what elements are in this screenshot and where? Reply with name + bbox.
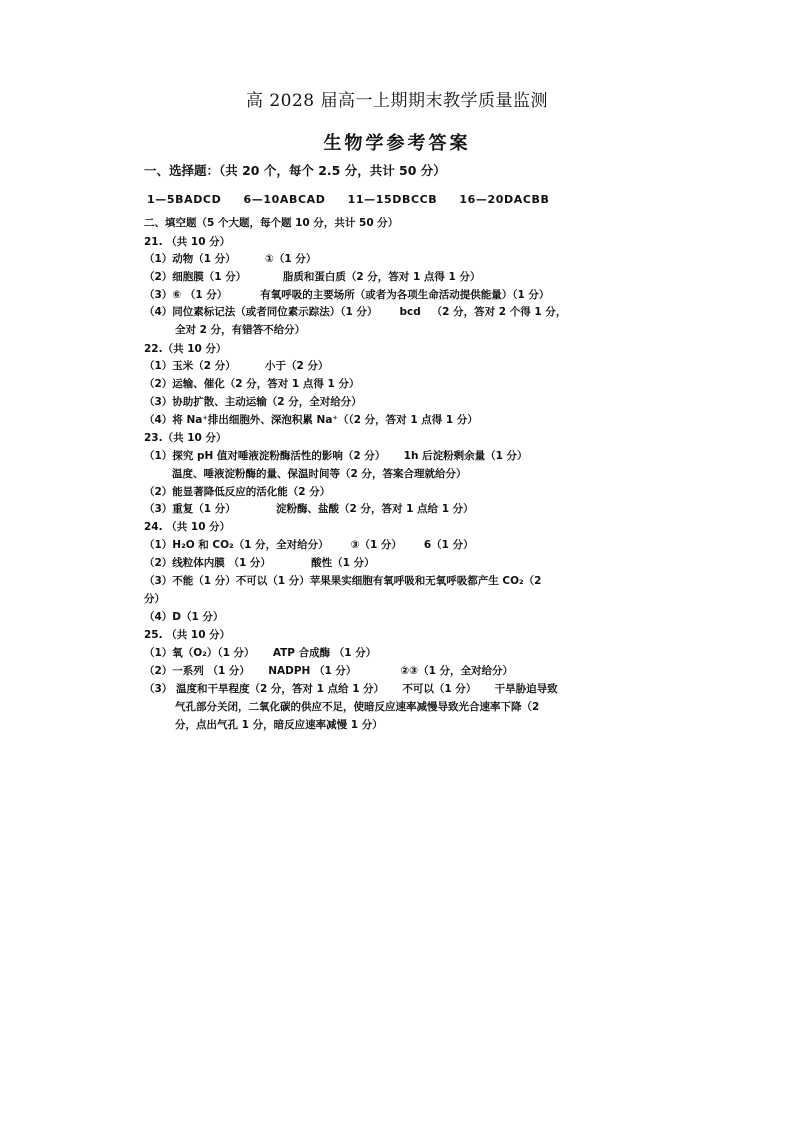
- q22-line-3: （3）协助扩散、主动运输（2 分，全对给分）: [144, 396, 362, 408]
- q23-title: 23.（共 10 分）: [144, 432, 227, 444]
- q24-line-4: 分）: [144, 593, 165, 605]
- q21-line-5: 全对 2 分，有错答不给分）: [175, 324, 306, 336]
- q21-title: 21. （共 10 分）: [144, 236, 231, 248]
- q21-line-1: （1）动物（1 分） ①（1 分）: [144, 253, 317, 265]
- q21-line-4: （4）同位素标记法（或者同位素示踪法）（1 分） bcd （2 分，答对 2 个得 1 分，: [144, 306, 567, 318]
- q24-line-1: （1）H₂O 和 CO₂（1 分，全对给分） ③（1 分） 6（1 分）: [144, 539, 474, 551]
- q22-title: 22.（共 10 分）: [144, 343, 227, 355]
- q25-line-2: （2）一系列 （1 分） NADPH （1 分） ②③（1 分，全对给分）: [144, 665, 514, 677]
- q24-line-3: （3）不能（1 分）不可以（1 分）苹果果实细胞有氧呼吸和无氧呼吸都产生 CO₂（2: [144, 575, 542, 587]
- q23-line-1: （1）探究 pH 值对唾液淀粉酶活性的影响（2 分） 1h 后淀粉剩余量（1 分）: [144, 450, 528, 462]
- q23-line-3: （2）能显著降低反应的活化能（2 分）: [144, 486, 331, 498]
- choice-answers: 1—5BADCD 6—10ABCAD 11—15DBCCB 16—20DACBB: [147, 193, 550, 206]
- q23-line-4: （3）重复（1 分） 淀粉酶、盐酸（2 分，答对 1 点给 1 分）: [144, 503, 474, 515]
- q25-line-4: 气孔部分关闭，二氧化碳的供应不足，使暗反应速率减慢导致光合速率下降（2: [175, 701, 540, 713]
- q22-line-4: （4）将 Na⁺排出细胞外、深泡积累 Na⁺（（2 分，答对 1 点得 1 分）: [144, 414, 478, 426]
- q25-line-5: 分，点出气孔 1 分，暗反应速率减慢 1 分）: [175, 719, 383, 731]
- q22-line-1: （1）玉米（2 分） 小于（2 分）: [144, 360, 329, 372]
- q25-line-1: （1）氧（O₂）（1 分） ATP 合成酶 （1 分）: [144, 647, 377, 659]
- q24-line-2: （2）线粒体内膜 （1 分） 酸性（1 分）: [144, 557, 375, 569]
- q23-line-2: 温度、唾液淀粉酶的量、保温时间等（2 分，答案合理就给分）: [172, 468, 467, 480]
- q21-line-2: （2）细胞膜（1 分） 脂质和蛋白质（2 分，答对 1 点得 1 分）: [144, 271, 481, 283]
- q24-line-5: （4）D（1 分）: [144, 611, 224, 623]
- answer-title: 生物学参考答案: [323, 133, 471, 154]
- q21-line-3: （3）⑥ （1 分） 有氧呼吸的主要场所（或者为各项生命活动提供能量）（1 分）: [144, 289, 550, 301]
- section1-heading: 一、选择题：（共 20 个，每个 2.5 分，共计 50 分）: [144, 163, 446, 178]
- section2-heading: 二、填空题（5 个大题，每个题 10 分，共计 50 分）: [144, 217, 399, 229]
- q25-title: 25. （共 10 分）: [144, 629, 231, 641]
- q24-title: 24. （共 10 分）: [144, 521, 231, 533]
- q22-line-2: （2）运输、催化（2 分，答对 1 点得 1 分）: [144, 378, 360, 390]
- q25-line-3: （3） 温度和干旱程度（2 分，答对 1 点给 1 分） 不可以（1 分） 干旱胁迫导致: [144, 683, 558, 695]
- exam-title: 高 2028 届高一上期期末教学质量监测: [245, 91, 549, 111]
